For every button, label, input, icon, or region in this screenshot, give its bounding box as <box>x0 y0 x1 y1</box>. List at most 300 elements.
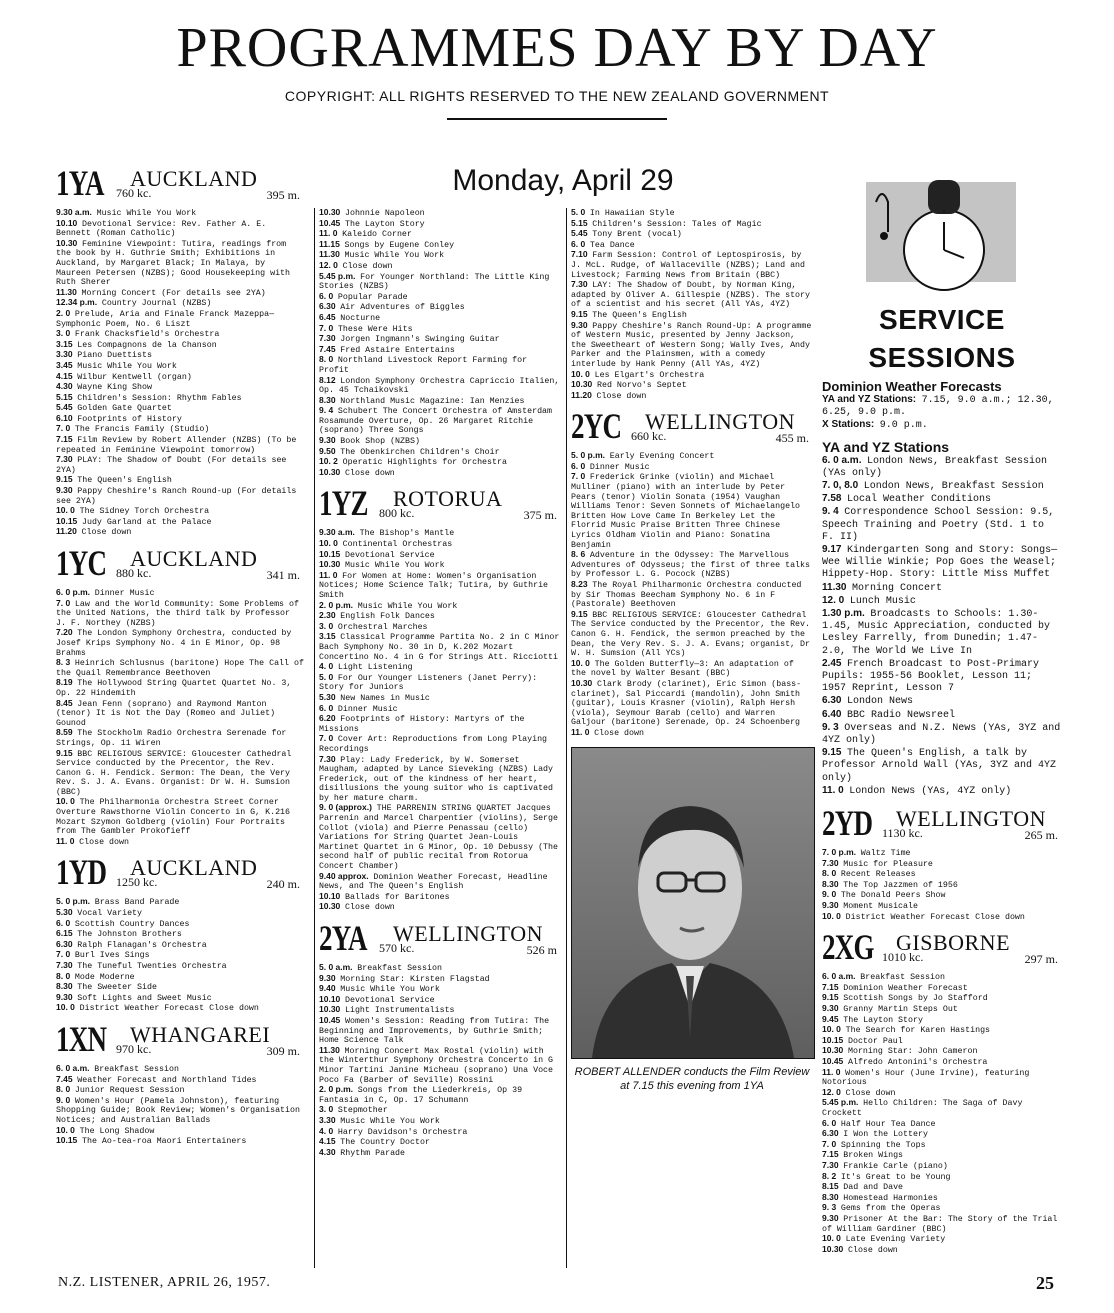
programme-row <box>319 571 561 601</box>
programme-time: 9.15 <box>822 747 848 759</box>
programme-row <box>571 208 813 219</box>
programme-row <box>822 709 1062 722</box>
programme-time: 8.59 <box>56 727 78 738</box>
programme-title: The Philharmonia Orchestra Street Corner Overture Rawsthorne Violin Concerto in G, K.216 Mozart Szymon Goldberg (violin) Four Portraits from The Gambler Prokofieff <box>56 798 295 837</box>
programme-time: 7.15 <box>56 434 78 445</box>
programme-title: Close down <box>81 528 132 538</box>
copyright-line: COPYRIGHT: ALL RIGHTS RESERVED TO THE NEW ZEALAND GOVERNMENT <box>284 88 830 104</box>
programme-list-1xn-continued <box>319 207 565 478</box>
programme-title: Film Review by Robert Allender (NZBS) (To be repeated in Feminine Viewpoint tomorrow) <box>56 436 302 455</box>
programme-row <box>571 319 817 370</box>
programme-row <box>822 848 1062 859</box>
programme-title: Devotional Service: Rev. Father A. E. Bennett (Roman Catholic) <box>56 219 272 239</box>
programme-row <box>56 219 304 239</box>
programme-title: Recent Releases <box>840 870 916 880</box>
programme-title: Country Journal (NZBS) <box>101 299 212 309</box>
programme-row <box>319 693 561 704</box>
programme-time: 8.23 <box>571 579 593 589</box>
programme-title: Fred Astaire Entertains <box>340 345 455 355</box>
programme-row <box>822 983 1062 994</box>
programme-title: In Hawaiian Style <box>589 209 675 218</box>
programme-row <box>56 455 304 475</box>
programme-title: Women's Hour (Pamela Johnston), featuring Shopping Guide; Book Review; Women's Organisation Notices; and Australian Ballads <box>56 1096 305 1125</box>
programme-time: 6.30 <box>56 938 78 949</box>
programme-row <box>319 396 561 407</box>
programme-row <box>822 1057 1062 1068</box>
programme-time: 6. 0 <box>56 917 75 928</box>
programme-title: Wayne King Show <box>77 383 152 393</box>
programme-time: 2.45 <box>822 657 848 669</box>
station-call: 2YA <box>319 918 367 958</box>
service-heading-2: SESSIONS <box>868 342 1016 373</box>
programme-title: Close down <box>345 903 395 913</box>
programme-title: Close down <box>594 728 644 738</box>
programme-time: 1.30 p.m. <box>822 608 871 620</box>
programme-title: Adventure in the Odyssey: The Marvellous Adventures of Odysseus; the first of three talks by Professor L. G. Pocock (NZBS) <box>571 551 815 580</box>
programme-row <box>822 972 1062 983</box>
programme-row <box>319 631 565 662</box>
programme-time: 9.30 <box>319 435 341 446</box>
programme-row <box>56 678 304 698</box>
programme-title: Air Adventures of Biggles <box>340 303 465 313</box>
programme-row <box>822 1036 1062 1047</box>
station-city: GISBORNE <box>896 930 1011 956</box>
programme-row <box>56 628 304 658</box>
programme-row <box>571 550 813 580</box>
programme-title: Schubert The Concert Orchestra of Amsterdam Rosamunde Overture, Op. 26 Margaret Ritchie (soprano) Three Songs <box>319 407 557 436</box>
programme-title: Frankie Carle (piano) <box>843 1161 948 1171</box>
programme-time: 9.30 <box>822 1003 844 1014</box>
programme-row <box>319 229 561 240</box>
programme-time: 6.20 <box>319 713 341 724</box>
programme-row <box>319 355 561 375</box>
programme-row <box>822 1046 1062 1057</box>
programme-title: Frank Chacksfield's Orchestra <box>74 330 220 340</box>
programme-title: Ballads for Baritones <box>345 892 450 902</box>
programme-time: 11.20 <box>571 389 597 400</box>
programme-title: The Country Doctor <box>340 1138 430 1148</box>
programme-row <box>319 1137 561 1148</box>
programme-time: 8.15 <box>822 1181 844 1192</box>
programme-title: The Queen's English <box>77 476 172 486</box>
programme-title: The Tuneful Twenties Orchestra <box>77 962 227 971</box>
programme-time: 8. 6 <box>571 549 590 560</box>
programme-row <box>319 292 561 303</box>
programme-row <box>56 1075 304 1086</box>
programme-time: 12. 0 <box>822 594 850 606</box>
programme-time: 7.45 <box>56 1073 78 1084</box>
programme-row <box>56 414 304 425</box>
programme-title: Book Shop (NZBS) <box>340 437 420 447</box>
programme-row <box>319 734 561 754</box>
programme-title: Ralph Flanagan's Orchestra <box>77 940 207 950</box>
programme-time: 8.30 <box>319 394 341 405</box>
programme-row <box>319 872 561 892</box>
programme-title: Morning Star: John Cameron <box>848 1047 978 1057</box>
programme-title: BBC Radio Newsreel <box>847 709 956 721</box>
programme-list-1yc <box>56 587 309 847</box>
station-wavelength: 526 m <box>526 943 557 957</box>
programme-time: 9.15 <box>56 474 78 485</box>
programme-title: For Women at Home: Women's Organisation Notices; Home Science Talk; Tutira, by Guthrie Smith <box>319 571 554 600</box>
programme-row <box>571 451 813 462</box>
programme-row <box>822 1234 1062 1245</box>
programme-title: The Queen's English, a talk by Professor Arnold Wall (YAs, 3YZ and 4YZ only) <box>822 748 1063 784</box>
programme-title: The Layton Story <box>345 219 425 229</box>
programme-time: 11.30 <box>319 1044 345 1055</box>
photo-caption: ROBERT ALLENDER conducts the Film Review at 7.15 this evening from 1YA <box>574 1065 810 1092</box>
programme-time: 5.15 <box>56 391 78 402</box>
microphone-clock-illustration <box>822 172 1058 292</box>
programme-title: THE PARRENIN STRING QUARTET Jacques Parrenin and Marcel Charpentier (violins), Serge Collot (viola) and Pierre Penassau (cello) Variations for String Quartet Jean-Louis Martinet Quartet in G Minor, Op. 10 Debussy (The second half of public recital from Rotorua Concert Chamber) <box>319 804 563 872</box>
programme-row <box>319 313 561 324</box>
programme-row <box>319 334 561 345</box>
programme-title: These Were Hits <box>337 324 413 334</box>
programme-title: Pappy Cheshire's Ranch Round-Up: A programme of Western Music, presented by Jenny Jackson, the Sweetheart of Western Song; Wally Ives, Andy Parker and the Plainsmen, with a comedy interlude by Hank Penny (All YAs, 4YZ) <box>571 321 817 369</box>
programme-row <box>571 580 813 610</box>
programme-time: 10.15 <box>822 1034 848 1045</box>
programme-time: 5.45 <box>56 402 78 413</box>
programme-row <box>319 963 561 974</box>
programme-row <box>319 892 561 903</box>
programme-row <box>56 919 304 930</box>
programme-title: The Johnston Brothers <box>77 930 182 940</box>
programme-row <box>56 940 304 951</box>
programme-list-2yc <box>571 451 813 738</box>
programme-row <box>822 455 1062 480</box>
programme-time: 10. 0 <box>822 1024 846 1035</box>
station-call: 1YA <box>56 163 104 203</box>
programme-title: PLAY: The Shadow of Doubt (For details see 2YA) <box>56 456 292 475</box>
programme-time: 7.10 <box>571 249 593 260</box>
programme-row <box>571 679 813 728</box>
programme-row <box>319 539 561 550</box>
programme-row <box>319 302 561 313</box>
programme-time: 4.30 <box>56 381 78 392</box>
programme-row <box>56 1085 304 1096</box>
programme-time: 7.30 <box>319 333 341 344</box>
programme-title: Women's Session: Reading from Tutira: The Beginning and Improvements, by Guthrie Smith; Home Science Talk <box>319 1016 555 1046</box>
programme-title: Songs from the Liederkreis, Op 39 Fantasia in C, Op. 17 Schumann <box>319 1086 528 1105</box>
programme-title: The Layton Story <box>843 1015 923 1025</box>
programme-time: 7. 0 <box>319 733 338 744</box>
programme-time: 6. 0 p.m. <box>56 587 95 597</box>
programme-time: 8. 2 <box>822 1170 841 1181</box>
day-heading-wrap <box>314 160 812 210</box>
programme-title: Vocal Variety <box>77 909 143 919</box>
page-title: PROGRAMMES DAY BY DAY <box>176 17 938 79</box>
programme-time: 9.15 <box>56 747 78 758</box>
programme-title: Music While You Work <box>96 209 197 218</box>
programme-title: Dinner Music <box>589 462 650 472</box>
programme-time: 7. 0 <box>56 423 75 434</box>
programme-time: 7.30 <box>571 279 593 290</box>
programme-row <box>319 902 561 913</box>
programme-time: 4.15 <box>319 1136 341 1147</box>
programme-title: Close down <box>342 261 393 271</box>
programme-row <box>319 436 561 447</box>
programme-row <box>319 1148 561 1159</box>
programme-row <box>319 673 561 693</box>
programme-title: Johnnie Napoleon <box>345 209 425 218</box>
programme-list-1xn <box>56 1064 304 1147</box>
programme-time: 4. 0 <box>319 661 338 672</box>
programme-time: 8. 0 <box>56 1084 75 1095</box>
programme-row <box>319 447 561 458</box>
programme-time: 6. 0 a.m. <box>56 1062 95 1073</box>
programme-time: 3.30 <box>319 1114 341 1125</box>
station-frequency: 970 kc. <box>116 1041 152 1056</box>
programme-row <box>319 550 561 561</box>
programme-row <box>56 837 304 848</box>
programme-row <box>571 462 813 473</box>
programme-time: 9.30 <box>319 972 341 983</box>
programme-title: For Our Younger Listeners (Janet Perry): Story for Juniors <box>319 673 543 693</box>
station-wavelength: 265 m. <box>1024 828 1058 843</box>
programme-title: Rhythm Parade <box>340 1148 406 1158</box>
programme-time: 8. 0 <box>319 354 338 365</box>
station-city: AUCKLAND <box>130 855 258 881</box>
programme-title: Piano Duettists <box>77 351 152 361</box>
programme-time: 5. 0 p.m. <box>571 450 610 461</box>
programme-title: The Sidney Torch Orchestra <box>79 507 210 517</box>
programme-row <box>56 403 304 414</box>
programme-title: Light Listening <box>337 663 413 673</box>
programme-title: The Golden Butterfly—3: An adaptation of the novel by Walter Besant (BBC) <box>571 659 799 679</box>
programme-title: Early Evening Concert <box>609 452 715 462</box>
programme-title: Half Hour Tea Dance <box>840 1119 936 1129</box>
programme-time: 8. 0 <box>822 868 841 879</box>
programme-time: 4. 0 <box>319 1125 338 1136</box>
programme-time: 6.30 <box>822 695 848 707</box>
programme-time: 10. 0 <box>319 538 343 549</box>
station-frequency: 880 kc. <box>116 566 152 580</box>
programme-row <box>822 721 1067 747</box>
station-header-1ya <box>56 164 304 206</box>
programme-row <box>571 219 813 230</box>
programme-row <box>56 1136 304 1147</box>
programme-time: 11.20 <box>56 526 82 537</box>
station-wavelength: 375 m. <box>523 508 557 523</box>
programme-time: 10. 0 <box>56 796 80 807</box>
programme-time: 10.45 <box>319 217 345 228</box>
station-header-1yd <box>56 853 304 895</box>
programme-time: 9.15 <box>571 308 593 319</box>
programme-row <box>571 280 813 310</box>
programme-time: 6. 0 a.m. <box>822 454 868 466</box>
programme-title: Operatic Highlights for Orchestra <box>342 458 507 468</box>
programme-time: 9.30 <box>822 900 844 911</box>
ya-yz-list <box>822 454 1067 798</box>
programme-time: 11.30 <box>822 581 853 593</box>
programme-row <box>822 890 1062 901</box>
programme-time: 2.30 <box>319 610 341 621</box>
programme-time: 9. 0 <box>822 889 841 900</box>
programme-time: 2. 0 p.m. <box>319 599 358 610</box>
title-rule <box>447 118 667 120</box>
programme-time: 9.30 <box>571 319 593 330</box>
station-frequency: 1250 kc. <box>116 875 158 890</box>
programme-time: 3.30 <box>56 349 78 360</box>
programme-time: 11. 0 <box>319 228 343 239</box>
programme-row <box>571 240 813 251</box>
programme-title: Children's Session: Rhythm Fables <box>77 393 242 403</box>
programme-time: 11.30 <box>56 286 82 297</box>
programme-time: 3.15 <box>319 631 341 642</box>
programme-title: Classical Programme Partita No. 2 in C Minor Bach Symphony No. 30 in D, K.202 Mozart Concertino No. 4 in G for Strings Att. Ricciotti <box>319 633 565 662</box>
programme-time: 6. 0 <box>571 460 590 471</box>
programme-title: Close down <box>596 391 647 401</box>
programme-row <box>319 219 561 230</box>
service-heading-1: SERVICE <box>879 304 1005 335</box>
programme-row <box>319 240 561 251</box>
programme-row <box>319 995 561 1006</box>
programme-title: Dad and Dave <box>843 1183 904 1193</box>
programme-time: 9. 4 <box>319 405 338 416</box>
programme-time: 7.30 <box>56 960 78 970</box>
programme-row <box>822 1004 1062 1015</box>
programme-row <box>822 1129 1062 1140</box>
programme-time: 7.15 <box>822 1149 844 1160</box>
programme-time: 10. 0 <box>571 657 595 668</box>
programme-row <box>319 345 561 356</box>
station-call: 1YD <box>56 852 107 893</box>
station-frequency: 570 kc. <box>379 941 415 955</box>
programme-title: Scottish Songs by Jo Stafford <box>843 994 988 1004</box>
station-header-2xg <box>822 928 1062 970</box>
programme-row <box>822 582 1062 595</box>
programme-time: 9. 3 <box>822 721 845 733</box>
programme-row <box>822 595 1062 608</box>
programme-time: 5.45 <box>571 228 593 239</box>
programme-title: Dominion Weather Forecast <box>843 983 968 993</box>
programme-time: 7. 0 <box>56 597 75 608</box>
programme-row <box>822 1150 1062 1161</box>
programme-row <box>319 1116 561 1127</box>
programme-title: Granny Martin Steps Out <box>843 1005 958 1015</box>
programme-time: 7.58 <box>822 493 848 505</box>
portrait-illustration <box>572 748 814 1058</box>
programme-time: 9. 3 <box>822 1202 841 1213</box>
programme-time: 11. 0 <box>571 726 595 737</box>
programme-row <box>56 1003 304 1014</box>
programme-row <box>56 599 304 629</box>
programme-time: 8.30 <box>822 878 844 889</box>
programme-title: Music While You Work <box>77 361 177 371</box>
programme-row <box>319 714 561 734</box>
programme-row <box>56 329 304 340</box>
programme-row <box>571 310 813 321</box>
programme-title: Broadcasts to Schools: 1.30-1.45, Music Appreciation, conducted by Lesley Farrelly, from Dunedin; 1.47-2.0, The World We Live In <box>822 609 1057 657</box>
station-wavelength: 341 m. <box>266 568 300 582</box>
programme-time: 8. 0 <box>56 970 75 981</box>
programme-row <box>56 1096 304 1126</box>
programme-row <box>822 1068 1062 1088</box>
station-frequency: 660 kc. <box>631 429 667 444</box>
station-header-2yc <box>571 407 813 449</box>
programme-row <box>56 393 304 404</box>
programme-title: Jean Fenn (soprano) and Raymond Manton (tenor) It is Not the Day (Romeo and Juliet) Gounod <box>56 699 281 728</box>
programme-title: Music for Pleasure <box>843 859 933 869</box>
column-2 <box>314 207 565 1268</box>
programme-row <box>56 527 304 538</box>
page-number: 25 <box>1036 1273 1054 1293</box>
programme-time: X Stations: <box>822 419 880 431</box>
programme-row <box>822 880 1062 891</box>
programme-row <box>319 1046 561 1085</box>
programme-time: 10.10 <box>56 217 82 228</box>
station-call: 1YC <box>56 543 107 583</box>
programme-time: 3.45 <box>56 359 78 370</box>
station-frequency: 800 kc. <box>379 506 415 521</box>
station-city: WELLINGTON <box>645 409 795 435</box>
programme-title: Weather Forecast and Northland Tides <box>77 1075 257 1085</box>
programme-title: Music While You Work <box>345 561 445 571</box>
programme-title: Burl Ives Sings <box>74 951 150 961</box>
programme-row <box>822 1172 1062 1183</box>
programme-title: Pappy Cheshire's Ranch Round-up (For details see 2YA) <box>56 487 302 506</box>
programme-title: Broken Wings <box>843 1151 904 1161</box>
programme-row <box>822 1015 1062 1026</box>
programme-list-1yz <box>319 527 565 913</box>
programme-title: Prisoner At the Bar: The Story of the Trial of William Gardiner (BBC) <box>822 1214 1063 1234</box>
programme-title: Cover Art: Reproductions from Long Playing Recordings <box>319 735 553 754</box>
programme-row <box>822 869 1062 880</box>
station-wavelength: 297 m. <box>1024 952 1058 967</box>
programme-row <box>822 419 1062 432</box>
programme-row <box>822 785 1062 798</box>
programme-time: 5. 0 <box>319 671 338 682</box>
programme-time: 5. 0 p.m. <box>56 896 95 907</box>
programme-list-2xg <box>822 972 1062 1255</box>
station-call: 2XG <box>822 927 874 968</box>
programme-time: 7. 0 p.m. <box>822 847 861 858</box>
programme-time: 10. 0 <box>571 368 595 379</box>
programme-time: 9.45 <box>822 1013 844 1024</box>
programme-time: 6.10 <box>56 412 78 423</box>
forecasts-list <box>822 394 1062 433</box>
programme-title: Breakfast Session <box>94 1064 179 1074</box>
station-city: WELLINGTON <box>896 806 1046 832</box>
programme-time: 7. 0 <box>56 949 75 960</box>
programme-time: 6. 0 <box>822 1117 841 1128</box>
programme-time: 7. 0, 8.0 <box>822 480 864 492</box>
programme-time: 10.30 <box>56 237 82 248</box>
programme-time: 3. 0 <box>319 620 338 631</box>
station-call: 2YD <box>822 803 873 844</box>
programme-row <box>319 468 561 479</box>
programme-row <box>319 560 561 571</box>
programme-title: Close down <box>845 1088 896 1098</box>
programme-row <box>56 298 304 309</box>
programme-row <box>822 912 1062 923</box>
programme-title: New Names in Music <box>340 693 430 703</box>
programme-row <box>56 350 304 361</box>
programme-time: 6. 0 a.m. <box>822 971 861 982</box>
forecasts-title: Dominion Weather Forecasts <box>822 379 1002 394</box>
programme-time: 6. 0 <box>319 702 338 713</box>
programme-title: Orchestral Marches <box>337 622 428 632</box>
programme-title: Correspondence School Session: 9.5, Speech Training and Poetry (Std. 1 to F. II) <box>822 507 1061 543</box>
programme-title: The London Symphony Orchestra, conducted by Josef Krips Symphony No. 4 in E Minor, Op. 98 Brahms <box>56 629 297 658</box>
programme-title: Footprints of History <box>77 414 182 424</box>
programme-time: 4.15 <box>56 370 78 381</box>
programme-row <box>56 929 304 940</box>
masthead <box>0 17 1114 120</box>
programme-row <box>822 747 1062 785</box>
programme-time: 8.45 <box>56 697 78 708</box>
programme-title: Dominion Weather Forecast, Headline News, and The Queen's English <box>319 872 553 892</box>
